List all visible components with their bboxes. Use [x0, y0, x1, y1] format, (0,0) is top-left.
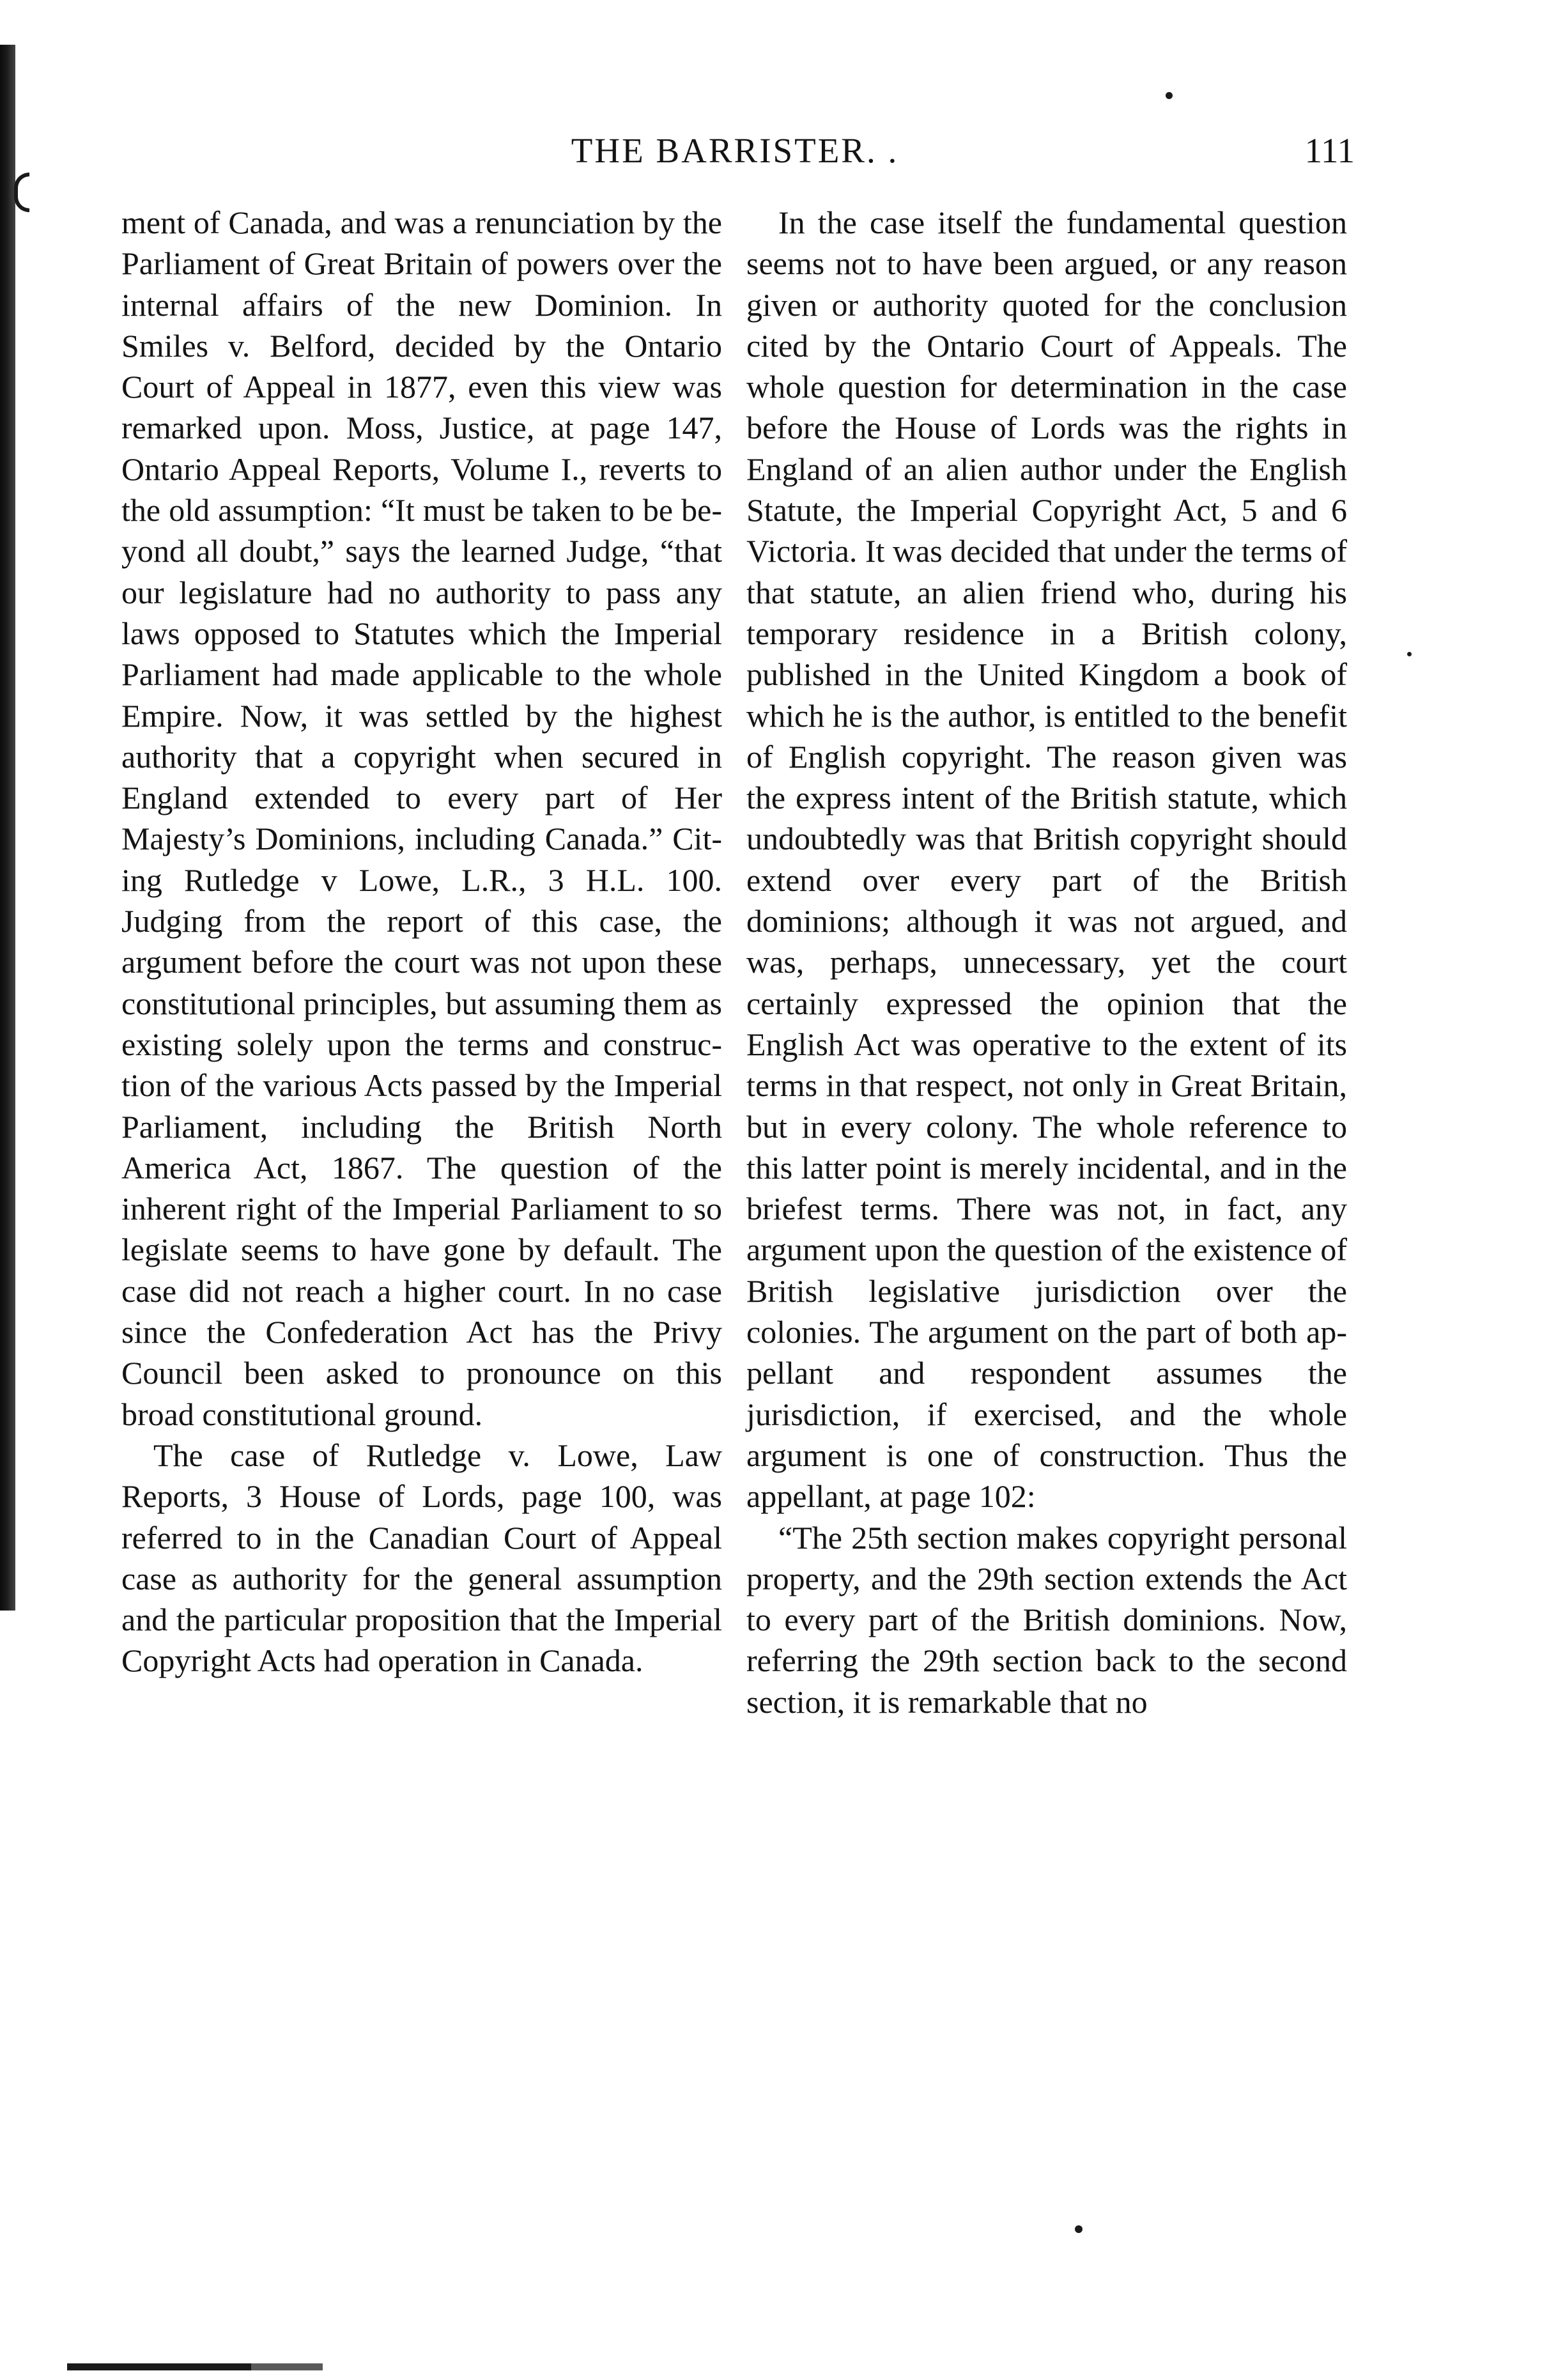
page-number: 111: [1304, 131, 1355, 170]
text-column-right: [746, 202, 1347, 1722]
scan-margin-shadow: [0, 45, 15, 1611]
paragraph: In the case itself the fundamental question seems not to have been argued, or any reason given or authority quoted for the conclusion cited by the Ontario Court of Appeals. The whole question for determination in the case before the House of Lords was the rights in England of an alien author under the English Statute, the Imperial Copyright Act, 5 and 6 Victoria. It was decided that under the terms of that statute, an alien friend who, during his temporary residence in a British colony, published in the United Kingdom a book of which he is the author, is entitled to the benefit of English copyright. The reason given was the express intent of the British statute, which undoubtedly was that British copyright should extend over every part of the British dominions; although it was not argued, and was, perhaps, unnecessary, yet the court certainly expressed the opinion that the English Act was operative to the extent of its terms in that respect, not only in Great Britain, but in every colony. The whole reference to this latter point is merely incidental, and in the briefest terms. There was not, in fact, any argument upon the question of the existence of British legislative jurisdiction over the colonies. The argument on the part of both appellant and respondent assumes the jurisdiction, if exercised, and the whole argument is one of construction. Thus the appellant, at page 102:: [746, 205, 1347, 1515]
page-header: [96, 128, 1374, 179]
ink-speck: [1166, 92, 1173, 99]
paragraph: The case of Rutledge v. Lowe, Law Reports, 3 House of Lords, page 100, was referred to in the Canadian Court of Appeal case as authority for the general assumption and the particular proposition that the Imperial Copyright Acts had operation in Canada.: [121, 1437, 722, 1679]
paragraph: ment of Canada, and was a renunciation by the Parliament of Great Britain of powers over the internal affairs of the new Dominion. In Smiles v. Belford, decided by the Ontario Court of Appeal in 1877, even this view was remarked upon. Moss, Justice, at page 147, Ontario Appeal Reports, Volume I., reverts to the old assumption: “It must be taken to be beyond all doubt,” says the learned Judge, “that our legislature had no authority to pass any laws opposed to Statutes which the Imperial Parliament had made applicable to the whole Empire. Now, it was settled by the highest authority that a copyright when secured in England extended to every part of Her Majesty’s Dominions, including Canada.” Citing Rutledge v Lowe, L.R., 3 H.L. 100. Judging from the report of this case, the argument before the court was not upon these constitutional principles, but assuming them as existing solely upon the terms and construction of the various Acts passed by the Imperial Parliament, including the British North America Act, 1867. The question of the inherent right of the Imperial Parliament to so legislate seems to have gone by default. The case did not reach a higher court. In no case since the Confederation Act has the Privy Council been asked to pronounce on this broad constitutional ground.: [121, 205, 722, 1432]
paragraph: “The 25th section makes copyright personal property, and the 29th section extends the Act to every part of the British dominions. Now, referring the 29th section back to the second section, it is remarkable that no: [746, 1519, 1347, 1720]
running-head: THE BARRISTER. .: [571, 131, 899, 170]
scan-margin-notch: [14, 173, 29, 212]
text-column-left: [121, 202, 722, 1681]
ink-speck: [1407, 652, 1412, 656]
bottom-rule: [67, 2363, 323, 2370]
ink-speck: [1075, 2225, 1083, 2233]
